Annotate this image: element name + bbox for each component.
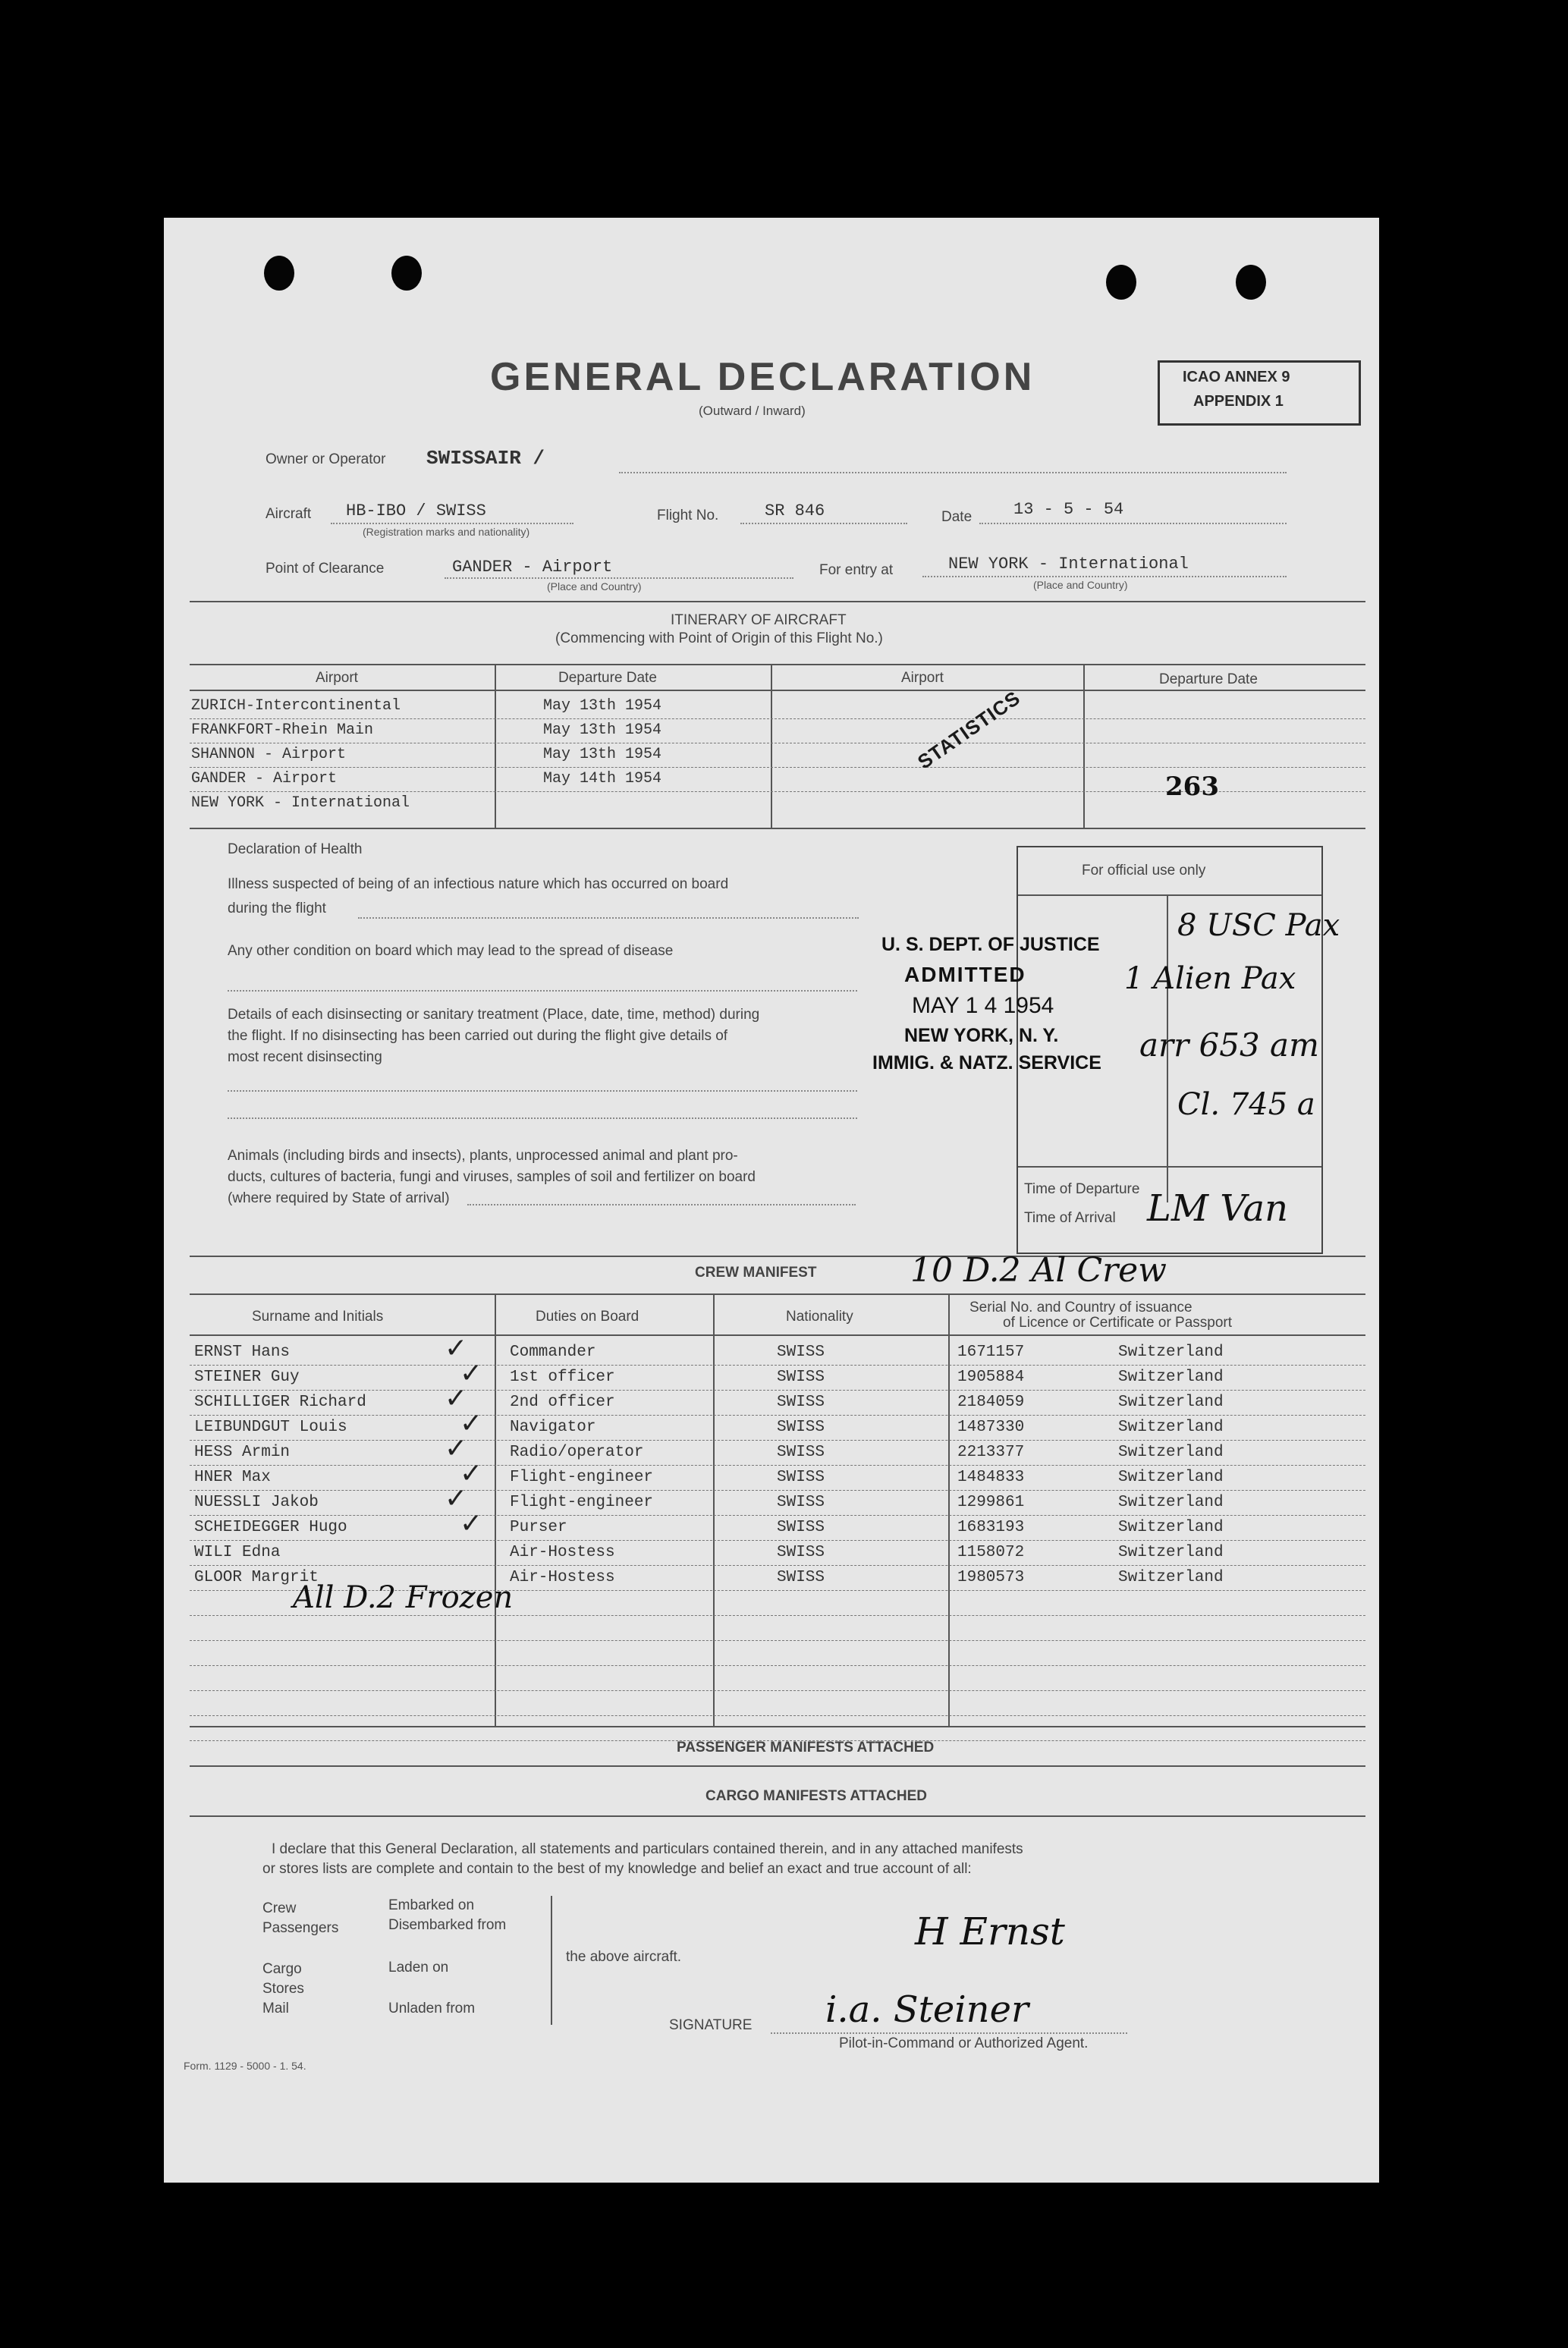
crew-duty: 1st officer	[510, 1369, 615, 1386]
crew-nationality: SWISS	[777, 1469, 825, 1486]
crew-name: LEIBUNDGUT Louis	[194, 1419, 347, 1436]
divider	[190, 1765, 1365, 1767]
health-illness-1: Illness suspected of being of an infectious nature which has occurred on board	[228, 876, 729, 892]
col-airport: Airport	[316, 670, 358, 686]
crew-country: Switzerland	[1118, 1369, 1224, 1386]
crew-country: Switzerland	[1118, 1394, 1224, 1411]
crew-serial: 1158072	[957, 1544, 1025, 1561]
declaration-embarked: Embarked on	[388, 1897, 475, 1913]
itinerary-airport: ZURICH-Intercontinental	[191, 697, 401, 715]
date-label: Date	[941, 509, 973, 525]
health-line	[467, 1204, 856, 1205]
crew-col-divider	[948, 1293, 950, 1726]
itinerary-airport: NEW YORK - International	[191, 794, 410, 812]
health-illness-2: during the flight	[228, 901, 326, 916]
crew-country: Switzerland	[1118, 1519, 1224, 1536]
check-mark-icon: ✓	[460, 1508, 483, 1539]
crew-bottom	[190, 1726, 1365, 1727]
crew-nationality: SWISS	[777, 1544, 825, 1561]
punch-hole	[264, 256, 294, 291]
crew-serial: 1980573	[957, 1569, 1025, 1586]
crew-duty: Purser	[510, 1519, 567, 1536]
health-line	[228, 1117, 857, 1119]
punch-hole	[391, 256, 422, 291]
declaration-text-2: or stores lists are complete and contain to the best of my knowledge and belief an exact and true account of all:	[262, 1861, 972, 1877]
check-mark-icon: ✓	[445, 1433, 468, 1464]
entry-label: For entry at	[819, 562, 894, 578]
itinerary-airport: FRANKFORT-Rhein Main	[191, 721, 374, 739]
stamp-number: 263	[1165, 772, 1219, 802]
crew-country: Switzerland	[1118, 1444, 1224, 1461]
health-other: Any other condition on board which may lead to the spread of disease	[228, 943, 674, 959]
crew-serial: 1484833	[957, 1469, 1025, 1486]
clearance-value: GANDER - Airport	[452, 558, 613, 577]
official-signature: LM Van	[1147, 1187, 1289, 1230]
crew-row-line	[190, 1515, 1365, 1516]
crew-row-line	[190, 1565, 1365, 1566]
form-number: Form. 1129 - 5000 - 1. 54.	[184, 2060, 306, 2072]
check-mark-icon: ✓	[445, 1483, 468, 1514]
annex-box	[1158, 360, 1361, 426]
declaration-text-1: I declare that this General Declaration, all statements and particulars contained therein, and in any attached manifests	[272, 1841, 1023, 1857]
crew-nationality: SWISS	[777, 1444, 825, 1461]
crew-duty: Radio/operator	[510, 1444, 644, 1461]
crew-nationality: SWISS	[777, 1519, 825, 1536]
crew-serial: 1683193	[957, 1519, 1025, 1536]
crew-name: GLOOR Margrit	[194, 1569, 319, 1586]
passenger-manifests: PASSENGER MANIFESTS ATTACHED	[677, 1740, 935, 1755]
crew-nationality: SWISS	[777, 1419, 825, 1436]
itinerary-col-divider	[1083, 664, 1085, 828]
date-line	[979, 523, 1287, 524]
date-value: 13 - 5 - 54	[1013, 500, 1124, 519]
crew-name: ERNST Hans	[194, 1344, 291, 1361]
crew-row-line	[190, 1715, 1365, 1716]
crew-hand-note: 10 D.2 Al Crew	[910, 1251, 1167, 1290]
document-page	[164, 218, 1379, 2183]
signature-2: i.a. Steiner	[825, 1988, 1029, 2031]
page-title: GENERAL DECLARATION	[490, 355, 1035, 399]
declaration-passengers: Passengers	[262, 1920, 339, 1936]
declaration-cargo: Cargo	[262, 1961, 302, 1977]
crew-row-line	[190, 1415, 1365, 1416]
declaration-crew: Crew	[262, 1900, 297, 1916]
col-nationality: Nationality	[786, 1309, 853, 1325]
col-departure-date-2: Departure Date	[1159, 671, 1258, 687]
check-mark-icon: ✓	[445, 1333, 468, 1364]
crew-name: NUESSLI Jakob	[194, 1494, 319, 1511]
owner-label: Owner or Operator	[266, 451, 386, 467]
itinerary-bottom	[190, 828, 1365, 829]
itinerary-col-divider	[771, 664, 772, 828]
crew-serial: 2213377	[957, 1444, 1025, 1461]
entry-note: (Place and Country)	[1033, 579, 1128, 591]
admitted-stamp-line-2: ADMITTED	[904, 963, 1026, 986]
signature-label: SIGNATURE	[669, 2017, 753, 2033]
crew-nationality: SWISS	[777, 1494, 825, 1511]
cargo-manifests: CARGO MANIFESTS ATTACHED	[705, 1788, 928, 1804]
clearance-label: Point of Clearance	[266, 561, 385, 577]
flight-label: Flight No.	[657, 508, 719, 523]
crew-row-line	[190, 1465, 1365, 1466]
crew-name: HESS Armin	[194, 1444, 291, 1461]
crew-row-line	[190, 1490, 1365, 1491]
punch-hole	[1236, 265, 1266, 300]
check-mark-icon: ✓	[460, 1458, 483, 1489]
crew-row-line	[190, 1640, 1365, 1641]
crew-country: Switzerland	[1118, 1344, 1224, 1361]
divider	[190, 601, 1365, 602]
crew-nationality: SWISS	[777, 1344, 825, 1361]
signature-1: H Ernst	[915, 1910, 1065, 1954]
health-animals-1: Animals (including birds and insects), plants, unprocessed animal and plant pro-	[228, 1148, 738, 1164]
crew-duty: Air-Hostess	[510, 1544, 615, 1561]
crew-country: Switzerland	[1118, 1569, 1224, 1586]
row-line	[190, 718, 1365, 719]
crew-duty: Navigator	[510, 1419, 596, 1436]
annex-line-1: ICAO ANNEX 9	[1183, 369, 1290, 385]
col-surname: Surname and Initials	[252, 1309, 384, 1325]
official-heading: For official use only	[1082, 863, 1206, 879]
owner-value: SWISSAIR /	[426, 447, 545, 470]
crew-header-top	[190, 1293, 1365, 1295]
col-serial-1: Serial No. and Country of issuance	[969, 1300, 1192, 1315]
crew-country: Switzerland	[1118, 1494, 1224, 1511]
time-of-departure: Time of Departure	[1024, 1181, 1140, 1197]
crew-duty: 2nd officer	[510, 1394, 615, 1411]
itinerary-airport: SHANNON - Airport	[191, 746, 347, 763]
entry-value: NEW YORK - International	[948, 555, 1189, 574]
crew-hand-below: All D.2 Frozen	[293, 1580, 514, 1615]
crew-name: SCHEIDEGGER Hugo	[194, 1519, 347, 1536]
health-details-2: the flight. If no disinsecting has been carried out during the flight give details of	[228, 1028, 728, 1044]
crew-serial: 1487330	[957, 1419, 1025, 1436]
crew-heading: CREW MANIFEST	[695, 1265, 817, 1281]
crew-row-line	[190, 1665, 1365, 1666]
aircraft-label: Aircraft	[266, 506, 312, 522]
crew-country: Switzerland	[1118, 1469, 1224, 1486]
itinerary-col-divider	[495, 664, 496, 828]
divider	[190, 1256, 1365, 1257]
health-line	[228, 1090, 857, 1092]
declaration-mail: Mail	[262, 2001, 289, 2016]
punch-hole	[1106, 265, 1136, 300]
crew-nationality: SWISS	[777, 1569, 825, 1586]
official-note-3: arr 653 am	[1139, 1026, 1319, 1064]
clearance-line	[445, 577, 793, 579]
check-mark-icon: ✓	[460, 1408, 483, 1439]
health-animals-2: ducts, cultures of bacteria, fungi and viruses, samples of soil and fertilizer on board	[228, 1169, 756, 1185]
divider	[190, 1815, 1365, 1817]
aircraft-line	[331, 523, 573, 524]
itinerary-date: May 14th 1954	[543, 770, 662, 787]
itinerary-header-top	[190, 664, 1365, 665]
owner-line	[619, 472, 1287, 473]
health-details-1: Details of each disinsecting or sanitary treatment (Place, date, time, method) during	[228, 1007, 760, 1023]
declaration-laden: Laden on	[388, 1960, 449, 1976]
declaration-stores: Stores	[262, 1981, 304, 1997]
crew-nationality: SWISS	[777, 1394, 825, 1411]
crew-name: STEINER Guy	[194, 1369, 300, 1386]
health-heading: Declaration of Health	[228, 841, 363, 857]
col-duties: Duties on Board	[536, 1309, 639, 1325]
flight-line	[740, 523, 907, 524]
check-mark-icon: ✓	[460, 1358, 483, 1389]
statistics-stamp: STATISTICS	[913, 686, 1025, 774]
crew-serial: 1905884	[957, 1369, 1025, 1386]
health-animals-3: (where required by State of arrival)	[228, 1190, 450, 1206]
crew-col-divider	[495, 1293, 496, 1726]
aircraft-value: HB-IBO / SWISS	[346, 501, 486, 520]
page-subtitle: (Outward / Inward)	[699, 404, 806, 418]
crew-serial: 1299861	[957, 1494, 1025, 1511]
official-use-box	[1017, 846, 1340, 1254]
declaration-above-aircraft: the above aircraft.	[566, 1949, 682, 1965]
itinerary-date: May 13th 1954	[543, 697, 662, 715]
official-divider	[1018, 894, 1321, 896]
crew-serial: 2184059	[957, 1394, 1025, 1411]
crew-row-line	[190, 1365, 1365, 1366]
crew-name: HNER Max	[194, 1469, 271, 1486]
itinerary-subheading: (Commencing with Point of Origin of this Flight No.)	[555, 630, 883, 646]
crew-duty: Flight-engineer	[510, 1494, 654, 1511]
crew-col-divider	[713, 1293, 715, 1726]
row-line	[190, 767, 1365, 768]
admitted-stamp-line-4: NEW YORK, N. Y.	[904, 1025, 1059, 1046]
admitted-stamp-line-3: MAY 1 4 1954	[912, 993, 1054, 1018]
crew-name: SCHILLIGER Richard	[194, 1394, 366, 1411]
health-line	[358, 917, 859, 919]
col-airport-2: Airport	[901, 670, 944, 686]
declaration-unladen: Unladen from	[388, 2001, 476, 2016]
official-note-1: 8 USC Pax	[1177, 908, 1340, 943]
annex-line-2: APPENDIX 1	[1193, 393, 1284, 410]
aircraft-note: (Registration marks and nationality)	[363, 526, 530, 538]
crew-header-bottom	[190, 1334, 1365, 1336]
col-serial-2: of Licence or Certificate or Passport	[1003, 1315, 1233, 1331]
clearance-note: (Place and Country)	[547, 580, 642, 593]
itinerary-header-bottom	[190, 690, 1365, 691]
crew-nationality: SWISS	[777, 1369, 825, 1386]
health-line	[228, 990, 857, 992]
flight-value: SR 846	[765, 501, 825, 520]
declaration-bracket	[551, 1896, 552, 2025]
signature-line	[771, 2032, 1127, 2034]
itinerary-airport: GANDER - Airport	[191, 770, 338, 787]
signature-note: Pilot-in-Command or Authorized Agent.	[839, 2035, 1089, 2051]
crew-serial: 1671157	[957, 1344, 1025, 1361]
time-of-arrival: Time of Arrival	[1024, 1210, 1116, 1226]
admitted-stamp-line-5: IMMIG. & NATZ. SERVICE	[872, 1052, 1101, 1073]
crew-row-line	[190, 1615, 1365, 1616]
crew-duty: Air-Hostess	[510, 1569, 615, 1586]
crew-row-line	[190, 1390, 1365, 1391]
crew-row-line	[190, 1540, 1365, 1541]
itinerary-date: May 13th 1954	[543, 721, 662, 739]
official-note-4: Cl. 745 a	[1177, 1087, 1315, 1122]
entry-line	[922, 576, 1287, 577]
admitted-stamp-line-1: U. S. DEPT. OF JUSTICE	[881, 934, 1100, 955]
crew-duty: Commander	[510, 1344, 596, 1361]
declaration-disembarked: Disembarked from	[388, 1917, 507, 1933]
check-mark-icon: ✓	[445, 1383, 468, 1414]
crew-duty: Flight-engineer	[510, 1469, 654, 1486]
crew-country: Switzerland	[1118, 1419, 1224, 1436]
crew-name: WILI Edna	[194, 1544, 281, 1561]
crew-country: Switzerland	[1118, 1544, 1224, 1561]
official-note-2: 1 Alien Pax	[1124, 961, 1296, 996]
health-details-3: most recent disinsecting	[228, 1049, 382, 1065]
itinerary-heading: ITINERARY OF AIRCRAFT	[671, 612, 847, 628]
crew-row-line	[190, 1690, 1365, 1691]
crew-row-line	[190, 1440, 1365, 1441]
itinerary-date: May 13th 1954	[543, 746, 662, 763]
official-divider	[1018, 1166, 1321, 1168]
col-departure-date: Departure Date	[558, 670, 657, 686]
